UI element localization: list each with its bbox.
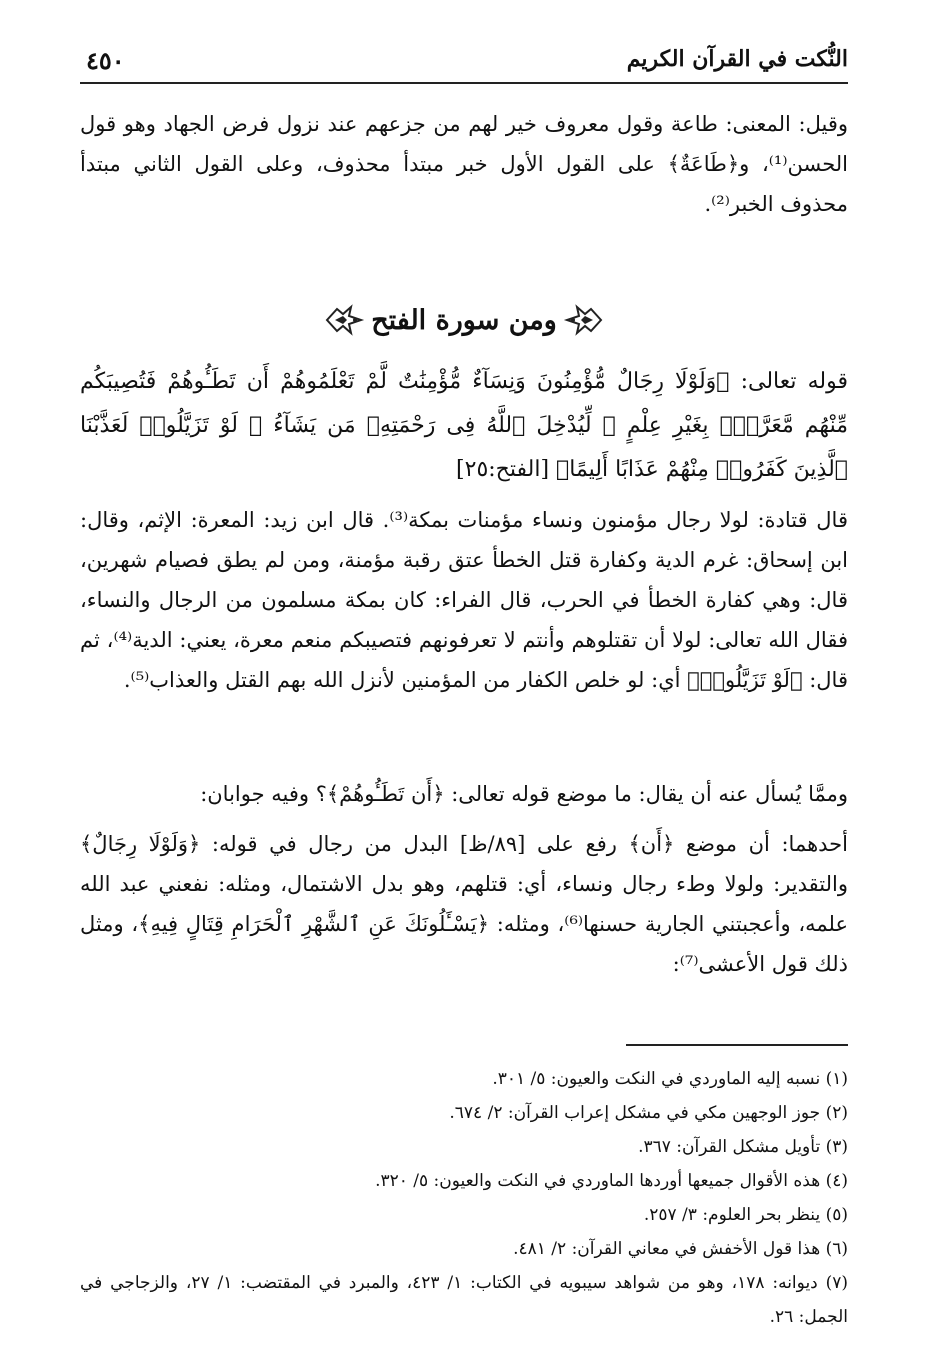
footnote: (٦) هذا قول الأخفش في معاني القرآن: ٢/ ٤٨١. — [513, 1239, 848, 1259]
quran-verse-text: قوله تعالى: ﴿وَلَوْلَا رِجَالٌ مُّؤْمِنُونَ وَنِسَآءٌ مُّؤْمِنَٰتٌ لَّمْ تَعْلَمُوهُمْ أَن تَطَـُٔوهُمْ فَتُصِيبَكُم مِّنْهُم مَّعَرَّةٌۢ بِغَيْرِ عِلْمٍ ۖ لِّيُدْخِلَ ٱللَّهُ فِى رَحْمَتِهِۦ مَن يَشَآءُ ۚ لَوْ تَزَيَّلُوا۟ لَعَذَّبْنَا ٱلَّذِينَ كَفَرُوا۟ مِنْهُمْ عَذَابًا أَلِيمًا﴾ [الفتح:٢٥] — [80, 369, 848, 482]
section-heading-text: ومن سورة الفتح — [371, 304, 557, 336]
paragraph-text: قال قتادة: لولا رجال مؤمنون ونساء مؤمنات بمكة⁽³⁾. قال ابن زيد: المعرة: الإثم، وقال: ابن إسحاق: غرم الدية وكفارة قتل الخطأ عتق رقبة مؤمنة، ومن لم يطق فصيام شهرين، قال: وهي كفارة الخطأ في الحرب، قال الفراء: كان بمكة مسلمون من الرجال والنساء، فقال الله تعالى: لولا أن تقتلوهم وأنتم لا تعرفونهم فتصيبكم منعم معرة، يعني: الدية⁽⁴⁾، ثم قال: ﴿لَوْ تَزَيَّلُوا۟﴾ أي: لو خلص الكفار من المؤمنين لأنزل الله بهم القتل والعذاب⁽⁵⁾. — [80, 508, 848, 692]
paragraph-text: وممَّا يُسأل عنه أن يقال: ما موضع قوله تعالى: ﴿أَن تَطَـُٔوهُمْ﴾؟ وفيه جوابان: — [200, 782, 848, 806]
footnote-separator — [626, 1044, 848, 1046]
paragraph-text: أحدهما: أن موضع ﴿أَن﴾ رفع على [٨٩/ظ] البدل من رجال في قوله: ﴿وَلَوْلَا رِجَالٌ﴾ والتقدير: ولولا وطء رجال ونساء، أي: قتلهم، وهو بدل الاشتمال، ومثله: نفعني عبد الله علمه، وأعجبتني الجارية حسنها⁽⁶⁾، ومثله: ﴿يَسْـَٔلُونَكَ عَنِ ٱلشَّهْرِ ٱلْحَرَامِ قِتَالٍ فِيهِ﴾، ومثل ذلك قول الأعشى⁽⁷⁾: — [80, 832, 849, 976]
ornament-right-icon — [563, 303, 603, 337]
footnote: (٤) هذه الأقوال جميعها أوردها الماوردي في النكت والعيون: ٥/ ٣٢٠. — [375, 1171, 848, 1191]
footnote: (٥) ينظر بحر العلوم: ٣/ ٢٥٧. — [643, 1205, 848, 1225]
running-title: النُّكت في القرآن الكريم — [626, 46, 848, 72]
page-number: ٤٥٠ — [86, 46, 125, 75]
page-header — [80, 38, 848, 84]
paragraph-opening — [80, 104, 848, 224]
paragraph-commentary — [80, 500, 848, 700]
section-heading — [325, 303, 603, 337]
section-heading-block — [80, 290, 848, 350]
footnotes — [80, 1062, 848, 1334]
quran-verse-block — [80, 360, 848, 492]
footnote: (٢) جوز الوجهين مكي في مشكل إعراب القرآن: ٢/ ٦٧٤. — [449, 1103, 848, 1123]
footnote: (٧) ديوانه: ١٧٨، وهو من شواهد سيبويه في الكتاب: ١/ ٤٢٣، والمبرد في المقتضب: ١/ ٢٧، والزجاجي في الجمل: ٢٦. — [80, 1273, 849, 1327]
paragraph-text: وقيل: المعنى: طاعة وقول معروف خير لهم من جزعهم عند نزول فرض الجهاد وهو قول الحسن⁽¹⁾، و﴿طَاعَةٌ﴾ على القول الأول خبر مبتدأ محذوف، وعلى القول الثاني مبتدأ محذوف الخبر⁽²⁾. — [80, 112, 848, 216]
footnote: (١) نسبه إليه الماوردي في النكت والعيون: ٥/ ٣٠١. — [492, 1069, 848, 1089]
book-page — [80, 38, 848, 1328]
paragraph-question — [80, 774, 848, 814]
paragraph-answer — [80, 824, 848, 984]
ornament-left-icon — [325, 303, 365, 337]
footnote: (٣) تأويل مشكل القرآن: ٣٦٧. — [638, 1137, 848, 1157]
